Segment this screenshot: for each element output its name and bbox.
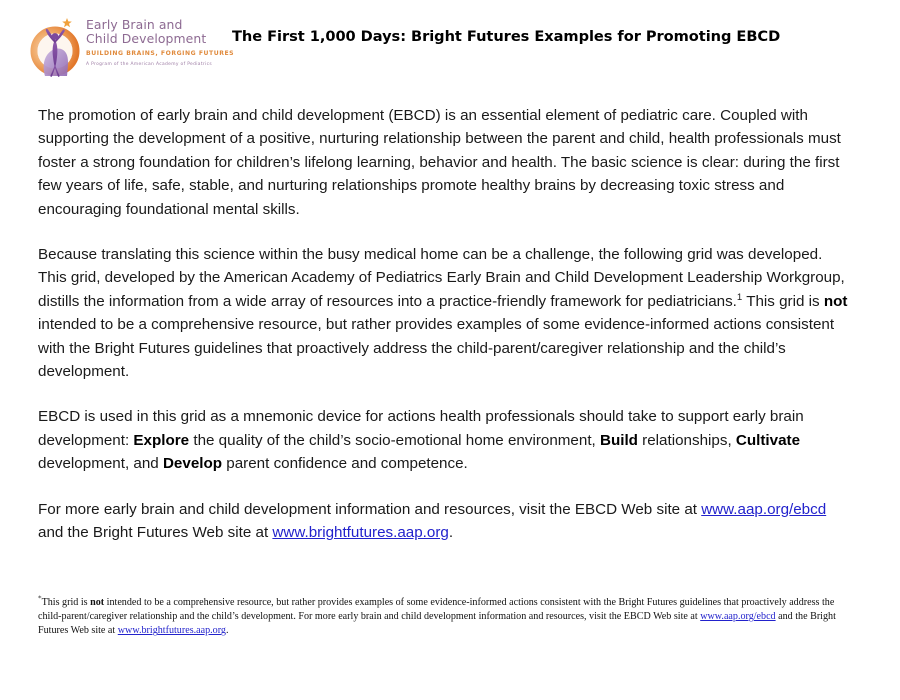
paragraph-grid-description xyxy=(38,243,854,383)
logo-tagline: BUILDING BRAINS, FORGING FUTURES xyxy=(86,50,235,58)
ebcd-logo-icon xyxy=(30,14,82,80)
paragraph-mnemonic-bold-develop: Develop xyxy=(162,455,223,473)
paragraph-resources-segment-3: . xyxy=(448,524,454,542)
paragraph-mnemonic-bold-build: Build xyxy=(599,431,638,449)
page-title: The First 1,000 Days: Bright Futures Examples for Promoting EBCD xyxy=(232,28,781,45)
footnote-block xyxy=(38,596,856,639)
link-aap-ebcd[interactable]: www.aap.org/ebcd xyxy=(701,500,827,518)
paragraph-grid-bold-not: not xyxy=(823,292,848,310)
footnote-reference-1: 1 xyxy=(736,291,743,303)
paragraph-mnemonic xyxy=(38,405,854,475)
footnote-segment-1: This grid is xyxy=(41,597,91,608)
paragraph-intro-text: The promotion of early brain and child development (EBCD) is an essential element of pediatric care. Coupled with supporting the development of a positive, nurturing relationship between the parent and child, health professionals must foster a strong foundation for children’s lifelong learning, behavior and health. The basic science is clear: during the first few years of life, safe, stable, and nurturing relationships promote healthy brains by decreasing toxic stress and encouraging foundational mental skills. xyxy=(38,107,841,218)
footnote-segment-3: and the Bright Futures Web site at xyxy=(38,611,836,637)
document-body xyxy=(38,104,854,567)
paragraph-resources-segment-1: For more early brain and child development information and resources, visit the EBCD Web site at xyxy=(38,500,702,518)
paragraph-mnemonic-bold-explore: Explore xyxy=(133,431,190,449)
paragraph-resources xyxy=(38,498,854,545)
footnote-bold-not: not xyxy=(90,597,105,608)
paragraph-intro xyxy=(38,104,854,221)
footnote-segment-2: intended to be a comprehensive resource, but rather provides examples of some evidence-informed actions consistent with the Bright Futures guidelines that proactively address the child-parent/caregiver relationship and the child’s development. For more early brain and child development information and resources, visit the EBCD Web site at xyxy=(38,597,835,623)
paragraph-mnemonic-segment-1: EBCD is used in this grid as a mnemonic device for actions health professionals should take to support early brain development: xyxy=(38,408,804,449)
footnote-link-brightfutures[interactable]: www.brightfutures.aap.org xyxy=(117,625,226,637)
paragraph-mnemonic-segment-3: relationships, xyxy=(637,431,736,449)
paragraph-mnemonic-bold-cultivate: Cultivate xyxy=(735,431,801,449)
paragraph-grid-segment-2: This grid is xyxy=(742,292,824,310)
paragraph-mnemonic-segment-4: development, and xyxy=(38,455,163,473)
document-header xyxy=(0,0,900,96)
paragraph-mnemonic-segment-2: the quality of the child’s socio-emotional home environment, xyxy=(189,431,600,449)
logo-subtitle: A Program of the American Academy of Pediatrics xyxy=(86,61,213,67)
logo-title-line1: Early Brain and xyxy=(86,17,183,32)
paragraph-mnemonic-segment-5: parent confidence and competence. xyxy=(222,455,468,473)
paragraph-resources-segment-2: and the Bright Futures Web site at xyxy=(38,524,273,542)
logo-text-block xyxy=(86,12,234,68)
paragraph-grid-segment-1: Because translating this science within the busy medical home can be a challenge, the following grid was developed. This grid, developed by the American Academy of Pediatrics Early Brain and Child Development Leadership Workgroup, distills the information from a wide array of resources into a practice-friendly framework for pediatricians. xyxy=(38,246,845,310)
link-brightfutures[interactable]: www.brightfutures.aap.org xyxy=(272,524,449,542)
footnote-marker: * xyxy=(38,594,42,603)
paragraph-grid-segment-3: intended to be a comprehensive resource, but rather provides examples of some evidence-informed actions consistent with the Bright Futures guidelines that proactively address the child-parent/caregiver relationship and the child’s development. xyxy=(38,316,835,381)
footnote-segment-4: . xyxy=(225,625,229,637)
logo-block xyxy=(30,12,235,86)
logo-title-line2: Child Development xyxy=(86,31,207,47)
footnote-link-aap-ebcd[interactable]: www.aap.org/ebcd xyxy=(700,611,776,623)
